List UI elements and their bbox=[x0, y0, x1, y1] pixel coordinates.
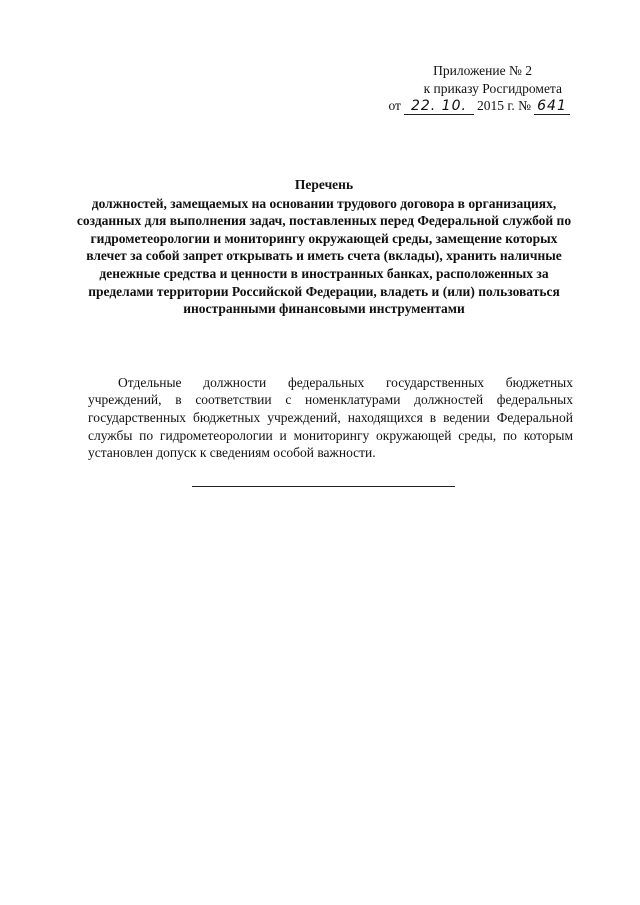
body-paragraph: Отдельные должности федеральных государственных бюджетных учреждений, в соответствии с номенклатурами должностей федеральных государственных бюджетных учреждений, находящихся в ведении Федеральной службы по гидрометеорологии и мониторингу окружающей среды, по которым установлен допуск к сведениям особой важности. bbox=[88, 374, 573, 461]
end-divider bbox=[192, 486, 455, 487]
handwritten-date: 22. 10. bbox=[404, 99, 474, 115]
year-text: 2015 г. № bbox=[476, 98, 531, 113]
handwritten-order-number: 641 bbox=[534, 99, 570, 115]
document-title bbox=[70, 176, 578, 318]
title-main: Перечень bbox=[294, 177, 354, 192]
annex-header bbox=[330, 62, 570, 115]
annex-number: Приложение № 2 bbox=[433, 63, 532, 78]
title-subtitle: должностей, замещаемых на основании трудового договора в организациях, созданных для выполнения задач, поставленных перед Федеральной службой по гидрометеорологии и мониторингу окружающей среды, замещение которых влечет за собой запрет открывать и иметь счета (вклады), хранить наличные денежные средства и ценности в иностранных банках, расположенных за пределами территории Российской Федерации, владеть и (или) пользоваться иностранными финансовыми инструментами bbox=[76, 195, 572, 317]
from-label: от bbox=[388, 98, 401, 113]
annex-date-line bbox=[330, 97, 570, 115]
annex-order-ref: к приказу Росгидромета bbox=[423, 80, 562, 96]
